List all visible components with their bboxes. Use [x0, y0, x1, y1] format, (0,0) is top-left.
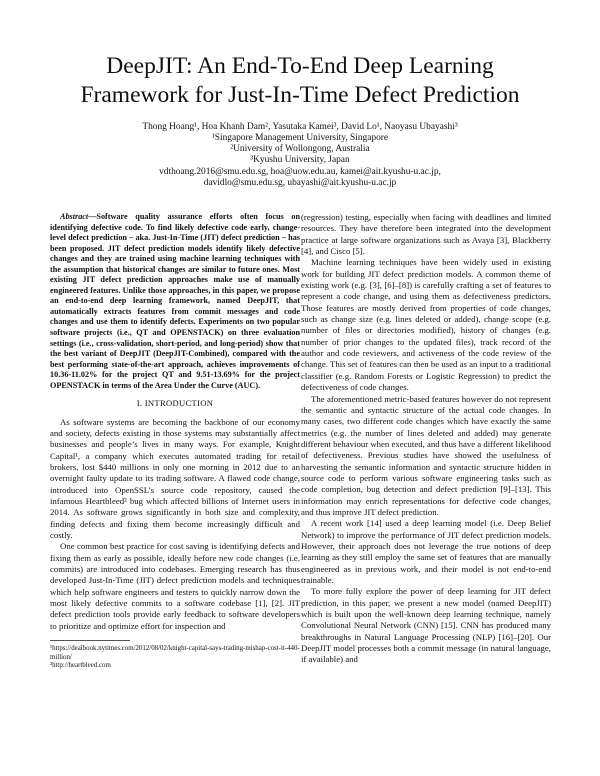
footnote-1: ¹https://dealbook.nytimes.com/2012/08/02/knight-capital-says-trading-mishap-cost-it-440-million/: [50, 645, 300, 661]
abstract-text: —Software quality assurance efforts often focus on identifying defective code. To find likely defective code early, change-level defect prediction – aka. Just-In-Time (JIT) defect prediction – has been proposed. JIT defect prediction models identify likely defective changes and they are trained using machine learning techniques with the assumption that historical changes are similar to future ones. Most existing JIT defect prediction approaches make use of manually engineered features. Unlike those approaches, in this paper, we propose an end-to-end deep learning framework, named DeepJIT, that automatically extracts features from commit messages and code changes and use them to identify defects. Experiments on two popular software projects (i.e., QT and OPENSTACK) on three evaluation settings (i.e., cross-validation, short-period, and long-period) show that the best variant of DeepJIT (DeepJIT-Combined), compared with the best performing state-of-the-art approach, achieves improvements of 10.36-11.02% for the project QT and 9.51-13.69% for the project OPENSTACK in terms of the Area Under the Curve (AUC).: [50, 212, 300, 390]
left-column: [50, 212, 300, 670]
affiliation-3: ³Kyushu University, Japan: [250, 155, 350, 165]
footnote-2: ²http://heartbleed.com: [50, 661, 111, 669]
right-paragraph-2: Machine learning techniques have been widely used in existing work for building JIT defect prediction models. A common theme of existing work (e.g. [3], [6]–[8]) is carefully crafting a set of features to represent a code change, and using them as defectiveness predictors. Those features are mostly derived from properties of code changes, such as change size (e.g. lines deleted or added), change scope (e.g. number of files or directories modified), history of changes (e.g. number of prior changes to the updated files), track record of the author and code reviewers, and activeness of the code review of the change. This set of features can then be used as an input to a traditional classifier (e.g. Random Forests or Logistic Regression) to predict the defectiveness of code changes.: [301, 257, 551, 393]
section-heading-introduction: I. INTRODUCTION: [136, 398, 214, 409]
right-paragraph-5: To more fully explore the power of deep learning for JIT defect prediction, in this paper, we present a new model (named DeepJIT) which is built upon the well-known deep learning technique, namely Convolutional Neural Network (CNN) [15]. CNN has produced many breakthroughs in Natural Language Processing (NLP) [16]–[20]. Our DeepJIT model processes both a commit message (in natural language, if available) and: [301, 586, 551, 665]
intro-paragraph-1: As software systems are becoming the backbone of our economy and society, defects existing in those systems may substantially affect businesses and people’s lives in many ways. For example, Knight Capital¹, a company which executes automated trading for retail brokers, lost $440 millions in only one morning in 2012 due to an overnight faulty update to its trading software. A flawed code change, introduced into OpenSSL’s source code repository, caused the infamous Heartbleed² bug which affected billions of Internet users in 2014. As software grows significantly in both size and complexity, finding defects and fixing them become increasingly difficult and costly.: [50, 416, 300, 541]
title-line-2: Framework for Just-In-Time Defect Prediction: [80, 82, 520, 108]
author-list: Thong Hoang¹, Hoa Khanh Dam², Yasutaka Kamei³, David Lo¹, Naoyasu Ubayashi³: [142, 122, 458, 132]
right-paragraph-3: The aforementioned metric-based features however do not represent the semantic and syntactic structure of the actual code changes. In many cases, two different code changes which have exactly the same metrics (e.g. the number of lines deleted and added) may generate different behaviour when executed, and thus have a different likelihood of defectiveness. Previous studies have showed the usefulness of harvesting the semantic information and syntactic structure hidden in source code to perform various software engineering tasks such as code completion, bug detection and defect prediction [9]–[13]. This information may enrich representations for defective code changes, and thus improve JIT defect prediction.: [301, 393, 551, 517]
title-line-1: DeepJIT: An End-To-End Deep Learning: [106, 53, 494, 79]
abstract-lead: Abstract: [60, 212, 89, 221]
affiliation-1: ¹Singapore Management University, Singapore: [211, 133, 389, 143]
right-paragraph-1: (regression) testing, especially when facing with deadlines and limited resources. They have therefore been integrated into the development practice at large software organizations such as Avaya [3], Blackberry [4], and Cisco [5].: [301, 212, 551, 257]
intro-paragraph-2: One common best practice for cost saving is identifying defects and fixing them as early as possible, ideally before new code changes (i.e. commits) are introduced into codebases. Emerging research has thus developed Just-In-Time (JIT) defect prediction models and techniques which help software engineers and testers to quickly narrow down the most likely defective commits to a software codebase [1], [2]. JIT defect prediction tools provide early feedback to software developers to prioritize and optimize effort for inspection and: [50, 541, 300, 631]
email-line-2: davidlo@smu.edu.sg, ubayashi@ait.kyushu-u.ac.jp: [203, 178, 397, 188]
email-line-1: vdthoang.2016@smu.edu.sg, hoa@uow.edu.au, kamei@ait.kyushu-u.ac.jp,: [159, 167, 441, 177]
right-paragraph-4: A recent work [14] used a deep learning model (i.e. Deep Belief Network) to improve the performance of JIT defect prediction models. However, their approach does not leverage the true notions of deep learning as they still employ the same set of features that are manually engineered as in previous work, and their model is not end-to-end trainable.: [301, 518, 551, 585]
right-column: [301, 212, 551, 666]
footnote-divider: [50, 640, 130, 641]
abstract: [50, 212, 300, 391]
affiliation-2: ²University of Wollongong, Australia: [230, 144, 370, 154]
